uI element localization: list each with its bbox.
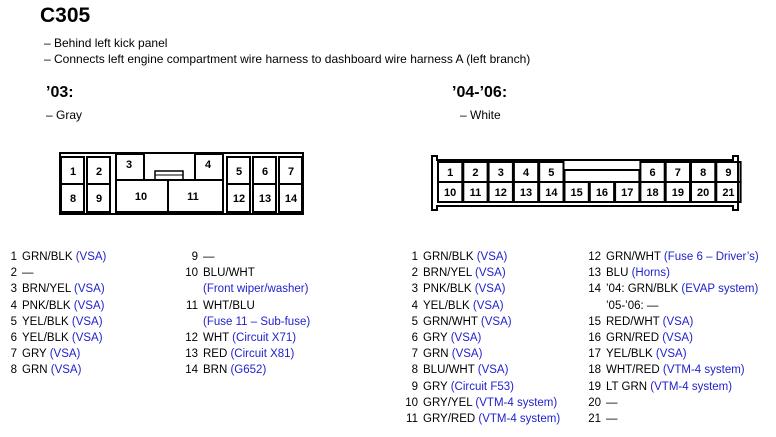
pin-row-continuation [606,298,759,314]
circuit-note: (VSA) [46,348,81,361]
circuit-note: (Fuse 6 – Driver’s) [660,251,759,263]
pin-row [411,298,560,314]
pin-number: 9 [411,380,418,393]
pin-row [185,362,310,378]
pin-number: 4 [10,299,17,312]
circuit-note: (VSA) [473,251,508,263]
pin-number: 11 [186,299,198,312]
pin-row [10,314,106,330]
circuit-note: (VSA) [72,251,107,263]
wire-color: GRN/WHT [606,251,661,263]
circuit-note: (VSA) [471,283,506,296]
pin-row [406,411,561,427]
left-connector-color: – Gray [46,108,83,122]
wire-color: BLU/WHT [423,364,475,377]
pin-row [588,346,759,362]
circuit-note: (VSA) [47,364,82,377]
pin-row-continuation [203,281,310,297]
wire-color: RED/WHT [606,315,660,328]
right-cell-label: 17 [621,187,634,199]
pin-row [588,265,759,281]
pin-row [185,330,310,346]
circuit-note: (VSA) [70,283,105,296]
circuit-note: (VSA) [68,331,103,344]
right-cell-label: 2 [472,167,479,179]
pin-number: 12 [588,251,601,263]
right-cell-label: 20 [697,187,710,199]
circuit-note: (G652) [227,364,267,377]
wire-color: GRN/WHT [423,315,478,328]
right-cell-label: 3 [497,167,504,179]
circuit-note: (VSA) [70,299,105,312]
pin-number: 2 [10,267,17,280]
circuit-note: (EVAP system) [678,283,759,296]
pin-number: 16 [588,331,601,344]
pin-row [411,330,560,346]
right-pin-list-col2 [588,249,759,427]
pin-row [411,281,560,297]
pin-number: 5 [411,315,418,328]
circuit-note: (VSA) [68,315,103,328]
circuit-note: (VSA) [474,364,509,377]
right-cell-label: 6 [649,167,656,179]
pin-number: 11 [406,412,418,425]
left-cell-label: 2 [95,166,103,178]
pin-number: 4 [411,299,418,312]
wire-color: — [606,396,618,409]
pin-row [588,281,759,297]
wire-color: GRN [22,364,48,377]
circuit-note: (VTM-4 system) [472,396,558,409]
left-cell-label: 1 [69,166,77,178]
pin-number: 13 [185,348,198,361]
right-cell-label: 16 [595,187,609,199]
right-cell-label: 11 [469,187,482,199]
right-cell-label: 1 [447,167,454,179]
pin-number: 14 [185,364,198,377]
left-cell-label: 7 [287,166,295,178]
wire-color: — [22,267,34,280]
left-cell-label: 10 [134,191,148,203]
pin-row [185,346,310,362]
wire-color: BRN/YEL [22,283,71,296]
pin-number: 14 [588,283,601,296]
pin-number: 7 [411,348,418,361]
pin-number: 10 [185,267,198,280]
wire-color: ’04: GRN/BLK [606,283,679,296]
pin-row [588,411,759,427]
wire-color: YEL/BLK [423,299,470,312]
circuit-note: (VSA) [477,315,512,328]
pin-number: 8 [411,364,418,377]
right-cell-label: 10 [444,187,457,199]
connector-title: C305 [40,4,91,27]
wire-color: PNK/BLK [423,283,472,296]
circuit-note: (VTM-4 system) [475,412,561,425]
right-connector-diagram [432,156,741,210]
wire-color: GRN [423,348,449,361]
pin-number: 10 [405,396,418,409]
pin-row [10,362,106,378]
pin-number: 1 [411,251,418,263]
wire-color: GRN/BLK [22,251,73,263]
wire-color: — [203,251,215,263]
wire-color: GRY/YEL [423,396,473,409]
wire-color: YEL/BLK [22,331,69,344]
right-cell-label: 21 [722,187,735,199]
pin-row [10,346,106,362]
circuit-note: (Circuit F53) [447,380,514,393]
location-description: – Behind left kick panel [44,36,168,50]
pin-number: 17 [588,348,601,361]
pin-number: 1 [10,251,17,263]
circuit-note: (VSA) [659,315,694,328]
right-cell-label: 7 [674,167,681,179]
pin-row [588,330,759,346]
pin-row [185,265,310,281]
left-cell-label: 6 [261,166,269,178]
wire-color: BRN/YEL [423,267,472,280]
pin-row [411,362,560,378]
circuit-note: (VTM-4 system) [647,380,733,393]
pin-row [411,265,560,281]
pin-number: 21 [588,412,601,425]
circuit-note: (Fuse 11 – Sub-fuse) [203,315,311,328]
left-cell-label: 11 [187,191,199,203]
wire-color: YEL/BLK [22,315,69,328]
left-cell-label: 13 [258,193,272,205]
wire-color: WHT [203,331,229,344]
circuit-note: (Circuit X71) [228,331,297,344]
pin-row [411,314,560,330]
pin-number: 18 [588,364,601,377]
pin-row-continuation [203,314,310,330]
pin-row [411,249,560,265]
circuit-note: (VSA) [652,348,687,361]
left-cell-label: 9 [95,193,103,205]
left-cell-label: 4 [204,159,212,171]
circuit-note: (VSA) [448,348,483,361]
left-connector-year: ’03: [46,84,74,101]
right-connector-color: – White [460,108,501,122]
left-cell-label: 5 [235,166,243,178]
circuit-note: (VSA) [471,267,506,280]
wire-color: GRN/RED [606,331,660,344]
wire-color: BLU/WHT [203,267,255,280]
pin-number: 13 [588,267,601,280]
connection-description: – Connects left engine compartment wire harness to dashboard wire harness A (left branch) [44,52,531,66]
circuit-note: ’05-’06: — [606,299,659,312]
circuit-note: (VSA) [447,331,482,344]
pin-row [10,330,106,346]
circuit-note: (Horns) [628,267,670,280]
pin-row [10,281,106,297]
pin-number: 6 [411,331,418,344]
pin-row [405,395,560,411]
circuit-note: (VSA) [469,299,504,312]
wire-color: PNK/BLK [22,299,71,312]
left-pin-list-col2 [185,249,311,379]
pin-number: 3 [411,283,418,296]
pin-number: 19 [588,380,601,393]
left-pin-list [10,249,107,379]
wire-color: WHT/RED [606,364,660,377]
pin-row [10,249,107,265]
left-cell-label: 12 [232,193,246,205]
circuit-note: (VSA) [659,331,693,344]
wire-color: — [606,412,618,425]
circuit-note: (Front wiper/washer) [203,283,309,296]
pin-row [411,346,560,362]
wire-color: LT GRN [606,380,648,393]
pin-row [10,265,106,281]
right-cell-label: 14 [545,187,558,199]
right-pin-list [405,249,561,427]
pin-number: 12 [185,331,198,344]
pin-row [588,314,759,330]
right-cell-label: 12 [494,187,507,199]
wire-color: YEL/BLK [606,348,653,361]
pin-number: 5 [10,315,17,328]
wire-color: GRN/BLK [423,251,474,263]
pin-number: 8 [10,364,17,377]
right-cell-label: 9 [725,167,732,179]
right-cell-label: 4 [522,167,530,179]
pin-number: 2 [411,267,418,280]
left-cell-labels [70,159,298,205]
pin-number: 9 [191,251,198,263]
pin-row [588,362,759,378]
wire-color: RED [203,348,228,361]
right-cell-label: 13 [519,187,533,199]
pin-number: 20 [588,396,601,409]
pin-row [10,298,106,314]
right-cell-label: 18 [646,187,659,199]
pin-row [588,249,759,265]
wire-color: WHT/BLU [203,299,255,312]
right-cell-label: 5 [548,167,555,179]
pin-number: 7 [10,348,17,361]
right-cell-label: 19 [671,187,684,199]
wire-color: BRN [203,364,228,377]
right-connector-year: ’04-’06: [452,84,508,101]
right-cell-label: 8 [700,167,707,179]
right-cell-label: 15 [570,187,583,199]
wire-color: GRY [423,331,448,344]
pin-number: 6 [10,331,17,344]
left-cell-label: 3 [125,159,133,171]
pin-row [411,379,560,395]
circuit-note: (Circuit X81) [227,348,295,361]
pin-row [186,298,310,314]
left-cell-label: 14 [284,193,298,205]
wire-color: BLU [606,267,629,280]
wire-color: GRY [423,380,448,393]
pin-row [191,249,310,265]
right-latch [565,170,640,182]
pin-number: 3 [10,283,17,296]
pin-row [588,395,759,411]
wire-color: GRY [22,348,47,361]
wire-color: GRY/RED [423,412,476,425]
left-cell-label: 8 [69,193,77,205]
pin-number: 15 [588,315,601,328]
pin-row [588,379,759,395]
circuit-note: (VTM-4 system) [659,364,745,377]
